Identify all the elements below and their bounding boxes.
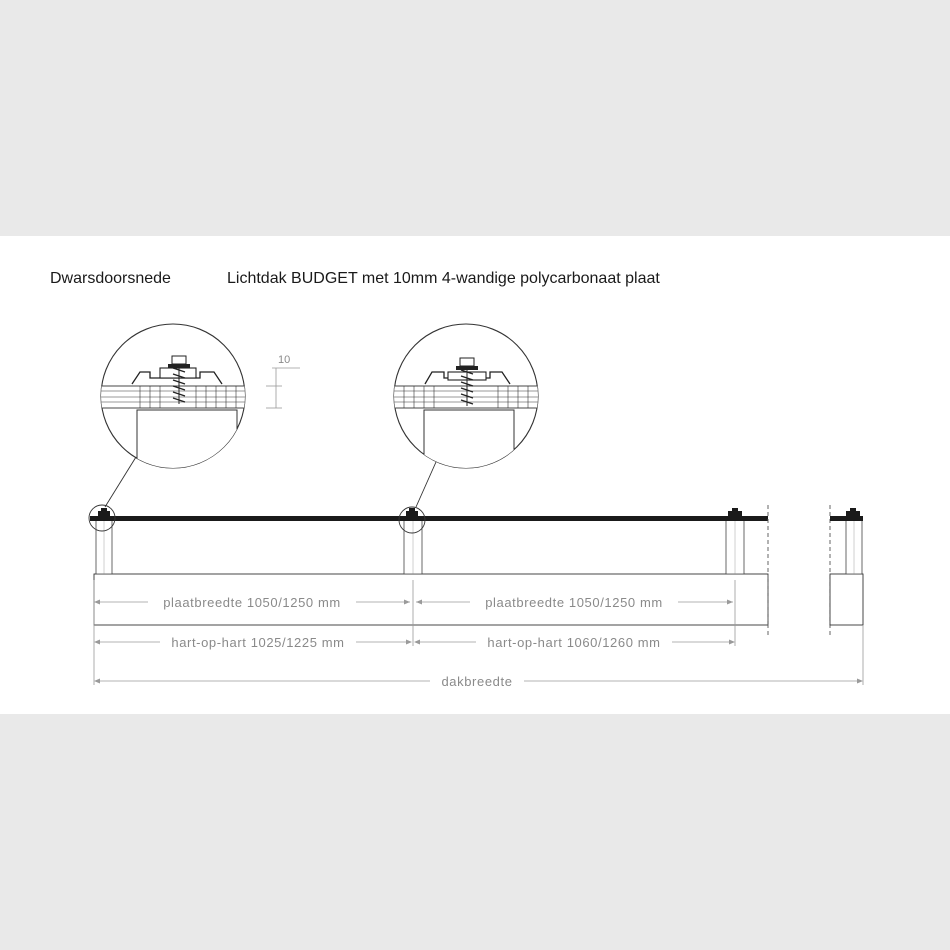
dim-center-right: hart-op-hart 1060/1260 mm bbox=[487, 635, 661, 650]
main-section bbox=[89, 505, 863, 635]
dim-plate-width-left: plaatbreedte 1050/1250 mm bbox=[163, 595, 341, 610]
section-label: Dwarsdoorsnede bbox=[50, 270, 171, 287]
dim-total-width: dakbreedte bbox=[441, 674, 513, 689]
drawing-title: Lichtdak BUDGET met 10mm 4-wandige polycarbonaat plaat bbox=[227, 270, 660, 287]
detail-circle-right bbox=[390, 324, 550, 480]
leader-line-left bbox=[105, 457, 136, 507]
leader-line-right bbox=[416, 462, 436, 507]
detail-circle-left bbox=[100, 324, 260, 480]
thickness-dimension bbox=[266, 354, 300, 408]
thickness-label: 10 bbox=[278, 354, 291, 366]
dim-center-left: hart-op-hart 1025/1225 mm bbox=[171, 635, 345, 650]
dim-plate-width-right: plaatbreedte 1050/1250 mm bbox=[485, 595, 663, 610]
